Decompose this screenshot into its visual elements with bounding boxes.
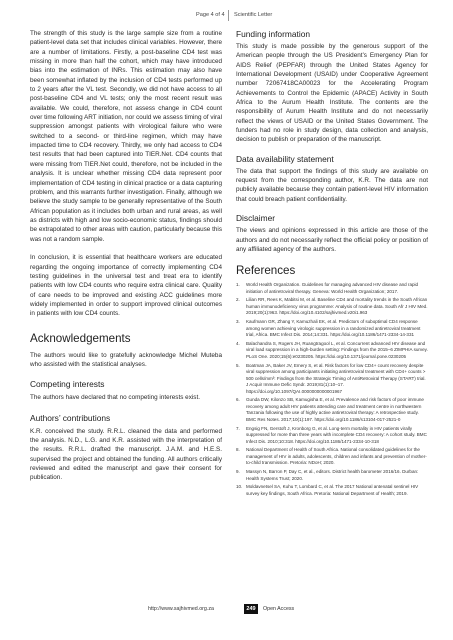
page-footer: [0, 604, 453, 614]
authors-contributions-text: K.R. conceived the study. R.R.L. cleaned the data and performed the analysis. N.D., L.G. and K.R. assisted with the interpretation of the results. R.R.L. drafted the manuscript. J.A.M. and H.E.S. supervised the project and obtained the funding. All authors critically reviewed and edited the manuscript and gave their consent for publication.: [30, 427, 222, 482]
reference-item: [236, 397, 428, 423]
disclaimer-heading: Disclaimer: [236, 213, 276, 224]
reference-number: 2.: [236, 297, 240, 303]
competing-interests-text: The authors have declared that no competing interests exist.: [30, 394, 200, 402]
page-label: Page 4 of 4: [196, 12, 225, 18]
reference-text: National Department of Health of South Africa. National consolidated guidelines for the management of HIV in adults, adolescents, children and infants and prevention of mother-to-child transmission. Pretoria: NDoH; 2020.: [246, 447, 427, 466]
competing-interests-heading: Competing interests: [30, 379, 105, 390]
reference-item: [236, 469, 428, 482]
reference-text: Boatman JA, Baker JV, Emery S, et al. Risk factors for low CD4+ count recovery despite viral suppression among participants initiating antiretroviral treatment with CD4+ counts > 500 cells/mm³: Findings from the Strategic Timing of AntiRetroviral Therapy (START) trial. J Acquir Immune Defic Syndr. 2019;81(1):10–17. https://doi.org/10.1097/QAI.0000000000001967: [246, 362, 426, 394]
page-header: [0, 8, 453, 22]
reference-list: [236, 282, 428, 497]
reference-number: 6.: [236, 397, 240, 403]
open-access-label: Open Access: [263, 606, 295, 612]
left-column: [30, 29, 222, 483]
acknowledgements-heading: Acknowledgements: [30, 331, 131, 345]
reference-text: Balachandra S, Rogers JH, Ruangtragool L, et al. Concurrent advanced HIV disease and viral load suppression in a high-burden setting: Findings from the 2015–6 ZIMPHIA survey. PLoS One. 2020;15(6):e0230205. https://doi.org/10.1371/journal.pone.0230205: [246, 340, 428, 359]
right-column: [236, 29, 428, 500]
reference-number: 7.: [236, 425, 240, 431]
reference-number: 10.: [236, 484, 243, 490]
reference-text: Lilian RR, Rees K, Mabitsi M, et al. Baseline CD4 and mortality trends in the South African human immunodeficiency virus programme: Analysis of routine data. South Afr J HIV Med. 2019;20(1):963. https://doi.org/10.4102/sajhivmed.v20i1.963: [246, 297, 428, 316]
reference-number: 1.: [236, 282, 240, 288]
references-heading: References: [236, 264, 296, 278]
acknowledgements-text: The authors would like to gratefully acknowledge Michel Muteba who assisted with the statistical analyses.: [30, 351, 222, 368]
reference-item: [236, 426, 428, 445]
section-label: Scientific Letter: [234, 12, 273, 18]
reference-item: [236, 484, 428, 497]
funding-heading: Funding information: [236, 29, 311, 39]
reference-number: 3.: [236, 319, 240, 325]
reference-text: Kaufmann GR, Zhang Y, Kamuzhali EK, et al. Predictors of suboptimal CD4 response among women achieving virologic suppression in a randomized antiretroviral treatment trial, Africa. BMC Infect Dis. 2014;14:331. https://doi.org/10.1186/1471-2334-14-331: [246, 319, 421, 338]
reference-item: [236, 363, 428, 395]
conclusion-paragraph: In conclusion, it is essential that healthcare workers are educated regarding the ongoing importance of correctly implementing CD4 testing guidelines in the universal test and treat era to identify patients with low CD4 counts who require extra clinical care. Quality of care needs to be improved and existing ACC guidelines more widely implemented in order to support improved clinical outcomes in patients with low CD4 counts.: [30, 254, 222, 318]
data-availability-text: The data that support the findings of this study are available on request from the corresponding author, K.R. The data are not publicly available because they contain patient-level HIV information that could breach patient confidentiality.: [236, 167, 428, 203]
reference-item: [236, 282, 428, 295]
reference-item: [236, 341, 428, 360]
reference-item: [236, 319, 428, 338]
authors-contributions-heading: Authors’ contributions: [30, 412, 111, 423]
reference-text: Gunda DW, Kilonzo SB, Kamugisha E, et al. Prevalence and risk factors of poor immune recovery among adult HIV patients attending care and treatment centre in northwestern Tanzania following the use of highly active antiretroviral therapy: A retrospective study. BMC Res Notes. 2017;10(1):197. https://doi.org/10.1186/s13104-017-2521-0: [246, 397, 424, 422]
reference-text: Moldavnetsel SA, Kuhu T, Lombard C, et al. The 2017 National antenatal sentinel HIV survey key findings, South Africa. Pretoria: National Department of Health; 2019.: [246, 484, 419, 496]
journal-url-link[interactable]: http://www.sajhivmed.org.za: [148, 606, 214, 612]
disclaimer-text: The views and opinions expressed in this article are those of the authors and do not necessarily reflect the official policy or position of any affiliated agency of the authors.: [236, 227, 428, 253]
reference-number: 8.: [236, 447, 240, 453]
reference-text: Engsig FN, Gerstoft J, Kronborg G, et al. Long-term mortality in HIV patients virally suppressed for more than three years with incomplete CD4 recovery: A cohort study. BMC Infect Dis. 2010;10:318. https://doi.org/10.1186/1471-2334-10-318: [246, 425, 427, 444]
data-availability-heading: Data availability statement: [236, 153, 334, 164]
reference-number: 4.: [236, 340, 240, 346]
funding-text: This study is made possible by the generous support of the American people through the US President’s Emergency Plan for AIDS Relief (PEPFAR) through the United States Agency for International Development (USAID) under Cooperative Agreement number 72067418CA00023 for the Accelerating Program Achievements to Control the Epidemic (APACE) Activity in South Africa to the Aurum Health Institute. The contents are the responsibility of Aurum Health Institute and do not necessarily reflect the views of USAID or the United States Government. The funders had no role in study design, data collection and analysis, decision to publish or preparation of the manuscript.: [236, 43, 428, 144]
reference-text: Massyn N, Barron P, Day C, et al., editors. District health barometer 2016/16. Durban: Health Systems Trust; 2020.: [246, 469, 419, 481]
limitations-paragraph: The strength of this study is the large sample size from a routine patient-level data set that includes clinical variables. However, there are a number of limitations. Firstly, a post-baseline CD4 test was missing in more than half the cohort, which may have introduced bias into the estimation of INRs. This estimation may also have been somewhat inflated by the inclusion of CD4 tests performed up to 2 years after the VL test. Secondly, we did not have access to all post-baseline CD4 and VL tests; only the most recent result was available. We could, therefore, not assess change in CD4 count over time following ART initiation, nor could we assess timing of viral suppression amongst patients with virological failure who were switched to a second- or third-line regimen, which may have impacted time to CD4 recovery. Thirdly, we only had access to CD4 test results that had been captured into TIER.Net. CD4 counts that were missing from TIER.Net could, therefore, not be included in the analysis. It is unclear whether missing CD4 data represent poor implementation of CD4 testing in clinical practice or a data capturing problem, and this warrants further investigation. Finally, although we believe the study sample to be generally representative of the South African population as it includes both urban and rural areas, as well as districts with high and low socio-economic status, findings should be extrapolated to other areas with caution, particularly because this was not a random sample.: [30, 30, 222, 243]
reference-number: 9.: [236, 469, 240, 475]
page-number: 249: [244, 604, 258, 614]
reference-item: [236, 297, 428, 316]
reference-item: [236, 447, 428, 466]
reference-text: World Health Organization. Guidelines for managing advanced HIV disease and rapid initiation of antiretroviral therapy. Geneva: World Health Organization; 2017.: [246, 282, 419, 294]
reference-number: 5.: [236, 362, 240, 368]
header-divider: [228, 10, 229, 21]
